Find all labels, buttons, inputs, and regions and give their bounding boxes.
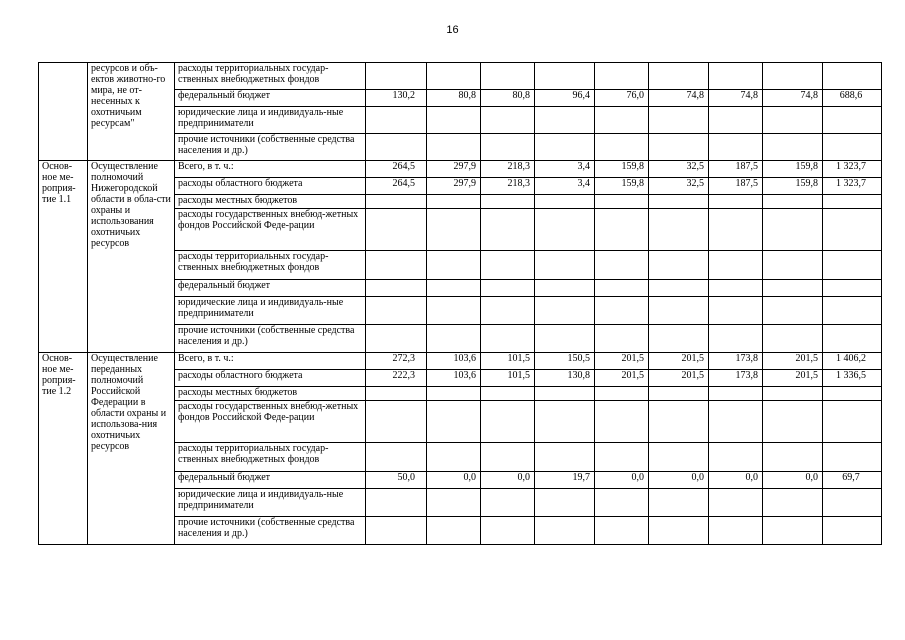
value-cell — [595, 251, 649, 280]
value-cell — [709, 387, 763, 401]
value-cell: 297,9 — [427, 161, 481, 178]
value-cell: 159,8 — [763, 178, 823, 195]
value-cell — [763, 280, 823, 297]
total-value-cell — [823, 195, 882, 209]
value-cell — [481, 195, 535, 209]
total-value-cell — [823, 325, 882, 353]
value-cell — [763, 63, 823, 90]
value-cell — [535, 134, 595, 161]
value-cell: 74,8 — [709, 90, 763, 107]
value-cell: 3,4 — [535, 178, 595, 195]
value-cell — [481, 63, 535, 90]
value-cell — [595, 209, 649, 251]
funding-source-cell: юридические лица и индивидуаль-ные предприниматели — [175, 297, 366, 325]
value-cell: 0,0 — [481, 472, 535, 489]
value-cell: 218,3 — [481, 178, 535, 195]
value-cell — [427, 401, 481, 443]
value-cell — [649, 251, 709, 280]
value-cell: 159,8 — [595, 161, 649, 178]
total-value-cell — [823, 387, 882, 401]
table-row — [39, 353, 882, 370]
value-cell: 173,8 — [709, 370, 763, 387]
value-cell — [763, 107, 823, 134]
value-cell — [649, 401, 709, 443]
value-cell: 3,4 — [535, 161, 595, 178]
value-cell — [709, 107, 763, 134]
value-cell — [427, 63, 481, 90]
value-cell: 264,5 — [366, 178, 427, 195]
value-cell: 0,0 — [427, 472, 481, 489]
value-cell — [427, 297, 481, 325]
value-cell — [595, 63, 649, 90]
total-value-cell: 1 406,2 — [823, 353, 882, 370]
table-row — [39, 63, 882, 90]
value-cell — [366, 297, 427, 325]
value-cell: 222,3 — [366, 370, 427, 387]
total-value-cell — [823, 297, 882, 325]
value-cell: 19,7 — [535, 472, 595, 489]
table-body — [39, 63, 882, 545]
total-value-cell — [823, 401, 882, 443]
value-cell: 159,8 — [595, 178, 649, 195]
value-cell: 159,8 — [763, 161, 823, 178]
value-cell: 150,5 — [535, 353, 595, 370]
value-cell — [535, 443, 595, 472]
value-cell — [709, 195, 763, 209]
value-cell — [709, 209, 763, 251]
value-cell — [366, 401, 427, 443]
value-cell — [709, 251, 763, 280]
value-cell — [595, 517, 649, 545]
value-cell: 80,8 — [427, 90, 481, 107]
value-cell — [427, 489, 481, 517]
value-cell: 218,3 — [481, 161, 535, 178]
value-cell — [535, 517, 595, 545]
value-cell: 103,6 — [427, 370, 481, 387]
value-cell — [649, 443, 709, 472]
value-cell — [649, 387, 709, 401]
value-cell — [709, 489, 763, 517]
value-cell — [427, 251, 481, 280]
value-cell — [535, 209, 595, 251]
value-cell — [481, 401, 535, 443]
value-cell — [595, 443, 649, 472]
value-cell: 187,5 — [709, 161, 763, 178]
value-cell — [366, 107, 427, 134]
value-cell — [366, 387, 427, 401]
event-cell — [39, 63, 88, 161]
funding-source-cell: расходы областного бюджета — [175, 370, 366, 387]
value-cell — [763, 387, 823, 401]
total-value-cell — [823, 107, 882, 134]
value-cell: 101,5 — [481, 370, 535, 387]
value-cell — [427, 209, 481, 251]
value-cell — [649, 195, 709, 209]
value-cell — [366, 325, 427, 353]
budget-table — [38, 62, 882, 545]
value-cell: 50,0 — [366, 472, 427, 489]
value-cell — [535, 280, 595, 297]
value-cell — [763, 401, 823, 443]
value-cell: 103,6 — [427, 353, 481, 370]
value-cell — [595, 401, 649, 443]
value-cell: 201,5 — [763, 353, 823, 370]
value-cell — [649, 63, 709, 90]
value-cell: 201,5 — [595, 353, 649, 370]
value-cell — [366, 195, 427, 209]
value-cell — [763, 297, 823, 325]
value-cell — [535, 251, 595, 280]
value-cell — [649, 209, 709, 251]
total-value-cell — [823, 63, 882, 90]
value-cell: 264,5 — [366, 161, 427, 178]
value-cell: 130,8 — [535, 370, 595, 387]
value-cell — [427, 325, 481, 353]
value-cell — [535, 489, 595, 517]
funding-source-cell: прочие источники (собственные средства населения и др.) — [175, 325, 366, 353]
value-cell — [481, 443, 535, 472]
event-name-cell: Осуществление переданных полномочий Российской Федерации в области охраны и использова-ния охотничьих ресурсов — [88, 353, 175, 545]
funding-source-cell: федеральный бюджет — [175, 280, 366, 297]
total-value-cell: 1 336,5 — [823, 370, 882, 387]
value-cell — [535, 63, 595, 90]
value-cell — [481, 489, 535, 517]
value-cell: 130,2 — [366, 90, 427, 107]
total-value-cell — [823, 134, 882, 161]
funding-source-cell: расходы местных бюджетов — [175, 195, 366, 209]
value-cell — [366, 517, 427, 545]
funding-source-cell: юридические лица и индивидуаль-ные предприниматели — [175, 107, 366, 134]
value-cell — [763, 325, 823, 353]
value-cell: 297,9 — [427, 178, 481, 195]
value-cell — [595, 325, 649, 353]
value-cell — [709, 517, 763, 545]
funding-source-cell: расходы местных бюджетов — [175, 387, 366, 401]
value-cell — [763, 195, 823, 209]
value-cell — [366, 209, 427, 251]
value-cell — [535, 195, 595, 209]
value-cell — [649, 489, 709, 517]
value-cell — [595, 195, 649, 209]
value-cell — [366, 489, 427, 517]
total-value-cell — [823, 209, 882, 251]
value-cell — [649, 107, 709, 134]
value-cell: 76,0 — [595, 90, 649, 107]
value-cell — [535, 297, 595, 325]
value-cell: 201,5 — [763, 370, 823, 387]
value-cell — [481, 325, 535, 353]
value-cell — [366, 251, 427, 280]
value-cell — [595, 489, 649, 517]
value-cell — [595, 297, 649, 325]
value-cell — [481, 209, 535, 251]
funding-source-cell: юридические лица и индивидуаль-ные предприниматели — [175, 489, 366, 517]
value-cell: 32,5 — [649, 178, 709, 195]
value-cell — [427, 517, 481, 545]
value-cell: 201,5 — [649, 370, 709, 387]
value-cell: 96,4 — [535, 90, 595, 107]
total-value-cell — [823, 280, 882, 297]
value-cell — [763, 134, 823, 161]
funding-source-cell: прочие источники (собственные средства населения и др.) — [175, 517, 366, 545]
value-cell — [535, 401, 595, 443]
value-cell: 74,8 — [763, 90, 823, 107]
value-cell: 80,8 — [481, 90, 535, 107]
total-value-cell — [823, 517, 882, 545]
funding-source-cell: расходы территориальных государ-ственных внебюджетных фондов — [175, 63, 366, 90]
event-name-cell: ресурсов и объ-ектов животно-го мира, не от-несенных к охотничьим ресурсам" — [88, 63, 175, 161]
value-cell — [481, 387, 535, 401]
value-cell — [763, 209, 823, 251]
value-cell — [481, 517, 535, 545]
value-cell — [649, 280, 709, 297]
total-value-cell: 688,6 — [823, 90, 882, 107]
total-value-cell: 1 323,7 — [823, 178, 882, 195]
value-cell — [535, 107, 595, 134]
funding-source-cell: Всего, в т. ч.: — [175, 353, 366, 370]
value-cell — [481, 280, 535, 297]
value-cell: 0,0 — [649, 472, 709, 489]
value-cell — [427, 195, 481, 209]
total-value-cell — [823, 251, 882, 280]
value-cell — [595, 107, 649, 134]
value-cell — [649, 297, 709, 325]
funding-source-cell: расходы государственных внебюд-жетных фондов Российской Феде-рации — [175, 401, 366, 443]
value-cell — [366, 134, 427, 161]
event-cell: Основ-ное ме-роприя-тие 1.1 — [39, 161, 88, 353]
value-cell — [709, 401, 763, 443]
value-cell — [427, 107, 481, 134]
value-cell — [427, 280, 481, 297]
table-row — [39, 161, 882, 178]
value-cell: 0,0 — [763, 472, 823, 489]
value-cell — [481, 107, 535, 134]
value-cell — [709, 297, 763, 325]
value-cell — [535, 387, 595, 401]
value-cell — [709, 63, 763, 90]
value-cell — [366, 63, 427, 90]
value-cell — [535, 325, 595, 353]
value-cell — [709, 325, 763, 353]
value-cell: 187,5 — [709, 178, 763, 195]
value-cell: 74,8 — [649, 90, 709, 107]
value-cell — [763, 517, 823, 545]
value-cell: 173,8 — [709, 353, 763, 370]
funding-source-cell: Всего, в т. ч.: — [175, 161, 366, 178]
value-cell — [649, 134, 709, 161]
value-cell — [366, 280, 427, 297]
funding-source-cell: расходы государственных внебюд-жетных фондов Российской Феде-рации — [175, 209, 366, 251]
value-cell — [763, 251, 823, 280]
page-number: 16 — [446, 24, 459, 36]
value-cell — [709, 280, 763, 297]
event-cell: Основ-ное ме-роприя-тие 1.2 — [39, 353, 88, 545]
value-cell — [427, 443, 481, 472]
value-cell — [709, 443, 763, 472]
value-cell — [481, 297, 535, 325]
total-value-cell: 69,7 — [823, 472, 882, 489]
value-cell — [427, 387, 481, 401]
event-name-cell: Осуществление полномочий Нижегородской области в обла-сти охраны и использования охотничьих ресурсов — [88, 161, 175, 353]
total-value-cell — [823, 489, 882, 517]
funding-source-cell: федеральный бюджет — [175, 472, 366, 489]
value-cell: 272,3 — [366, 353, 427, 370]
value-cell — [595, 387, 649, 401]
funding-source-cell: расходы территориальных государ-ственных внебюджетных фондов — [175, 251, 366, 280]
value-cell — [649, 517, 709, 545]
value-cell — [427, 134, 481, 161]
value-cell: 101,5 — [481, 353, 535, 370]
funding-source-cell: федеральный бюджет — [175, 90, 366, 107]
value-cell — [709, 134, 763, 161]
funding-source-cell: расходы областного бюджета — [175, 178, 366, 195]
value-cell: 32,5 — [649, 161, 709, 178]
value-cell — [481, 251, 535, 280]
value-cell — [595, 280, 649, 297]
value-cell: 201,5 — [649, 353, 709, 370]
total-value-cell — [823, 443, 882, 472]
funding-source-cell: прочие источники (собственные средства населения и др.) — [175, 134, 366, 161]
funding-source-cell: расходы территориальных государ-ственных внебюджетных фондов — [175, 443, 366, 472]
value-cell — [763, 443, 823, 472]
value-cell — [481, 134, 535, 161]
value-cell — [763, 489, 823, 517]
value-cell — [366, 443, 427, 472]
value-cell: 0,0 — [709, 472, 763, 489]
value-cell: 0,0 — [595, 472, 649, 489]
value-cell — [649, 325, 709, 353]
total-value-cell: 1 323,7 — [823, 161, 882, 178]
value-cell — [595, 134, 649, 161]
value-cell: 201,5 — [595, 370, 649, 387]
